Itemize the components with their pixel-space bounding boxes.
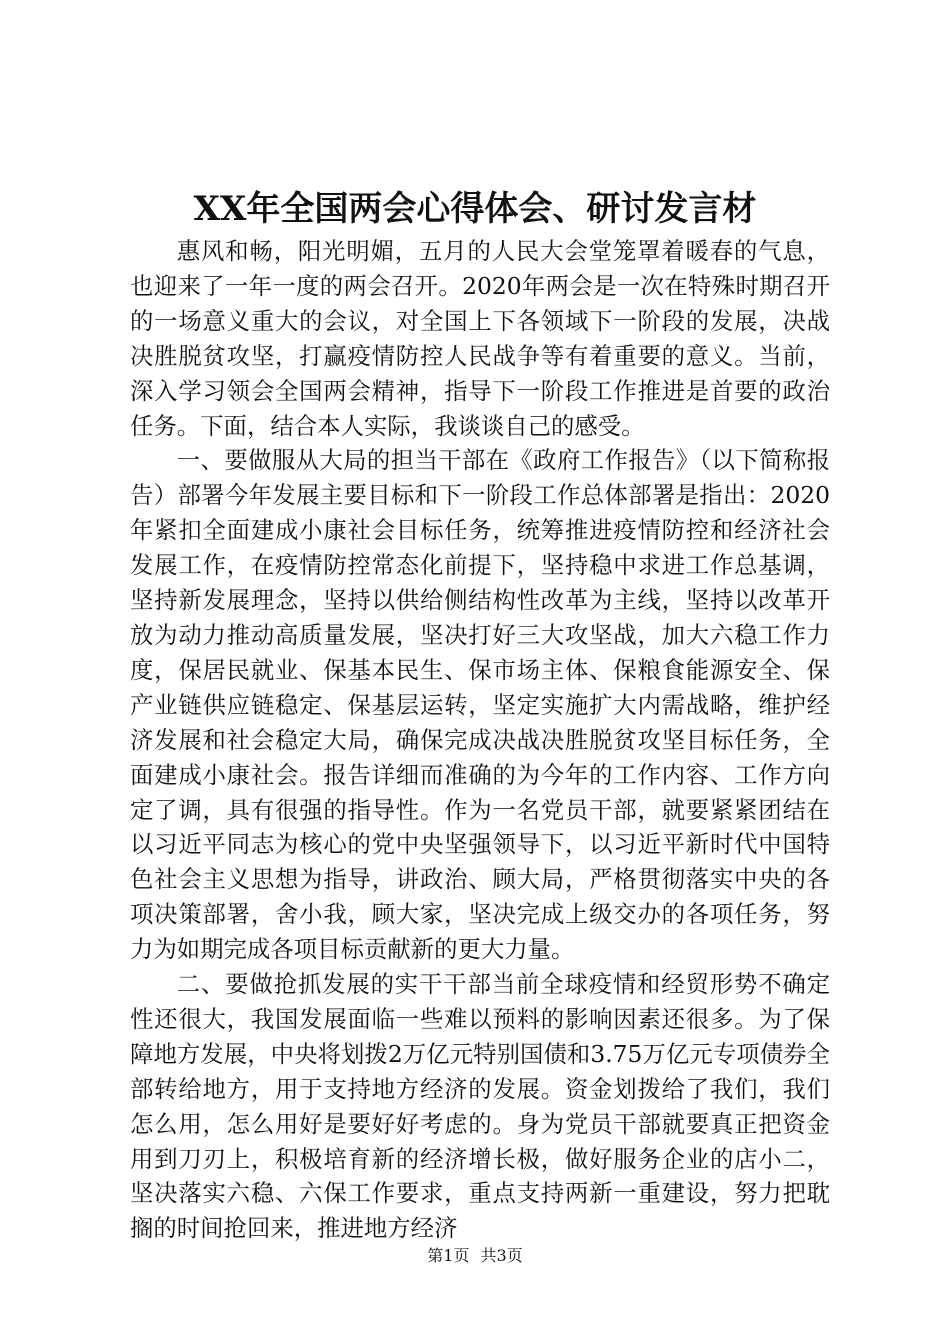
document-body	[130, 234, 830, 1246]
page-footer	[0, 1245, 950, 1267]
document-title: XX年全国两会心得体会、研讨发言材	[193, 189, 757, 229]
paragraph-intro: 惠风和畅，阳光明媚，五月的人民大会堂笼罩着暖春的气息，也迎来了一年一度的两会召开。2020年两会是一次在特殊时期召开的一场意义重大的会议，对全国上下各领域下一阶段的发展，决战决胜脱贫攻坚，打赢疫情防控人民战争等有着重要的意义。当前，深入学习领会全国两会精神，指导下一阶段工作推进是首要的政治任务。下面，结合本人实际，我谈谈自己的感受。	[130, 237, 830, 440]
paragraph-section-1: 一、要做服从大局的担当干部在《政府工作报告》（以下简称报告）部署今年发展主要目标和下一阶段工作总体部署是指出：2020年紧扣全面建成小康社会目标任务，统筹推进疫情防控和经济社会发展工作，在疫情防控常态化前提下，坚持稳中求进工作总基调，坚持新发展理念，坚持以供给侧结构性改革为主线，坚持以改革开放为动力推动高质量发展，坚决打好三大攻坚战，加大六稳工作力度，保居民就业、保基本民生、保市场主体、保粮食能源安全、保产业链供应链稳定、保基层运转，坚定实施扩大内需战略，维护经济发展和社会稳定大局，确保完成决战决胜脱贫攻坚目标任务，全面建成小康社会。报告详细而准确的为今年的工作内容、工作方向定了调，具有很强的指导性。作为一名党员干部，就要紧紧团结在以习近平同志为核心的党中央坚强领导下，以习近平新时代中国特色社会主义思想为指导，讲政治、顾大局，严格贯彻落实中央的各项决策部署，舍小我，顾大家，坚决完成上级交办的各项任务，努力为如期完成各项目标贡献新的更大力量。	[130, 446, 830, 964]
paragraph-section-2: 二、要做抢抓发展的实干干部当前全球疫情和经贸形势不确定性还很大，我国发展面临一些难以预料的影响因素还很多。为了保障地方发展，中央将划拨2万亿元特别国债和3.75万亿元专项债券全部转给地方，用于支持地方经济的发展。资金划拨给了我们，我们怎么用，怎么用好是要好好考虑的。身为党员干部就要真正把资金用到刀刃上，积极培育新的经济增长极，做好服务企业的店小二，坚决落实六稳、六保工作要求，重点支持两新一重建设，努力把耽搁的时间抢回来，推进地方经济	[130, 970, 830, 1243]
page-number-current: 第1页	[427, 1246, 470, 1265]
page-number-total: 共3页	[480, 1246, 523, 1265]
